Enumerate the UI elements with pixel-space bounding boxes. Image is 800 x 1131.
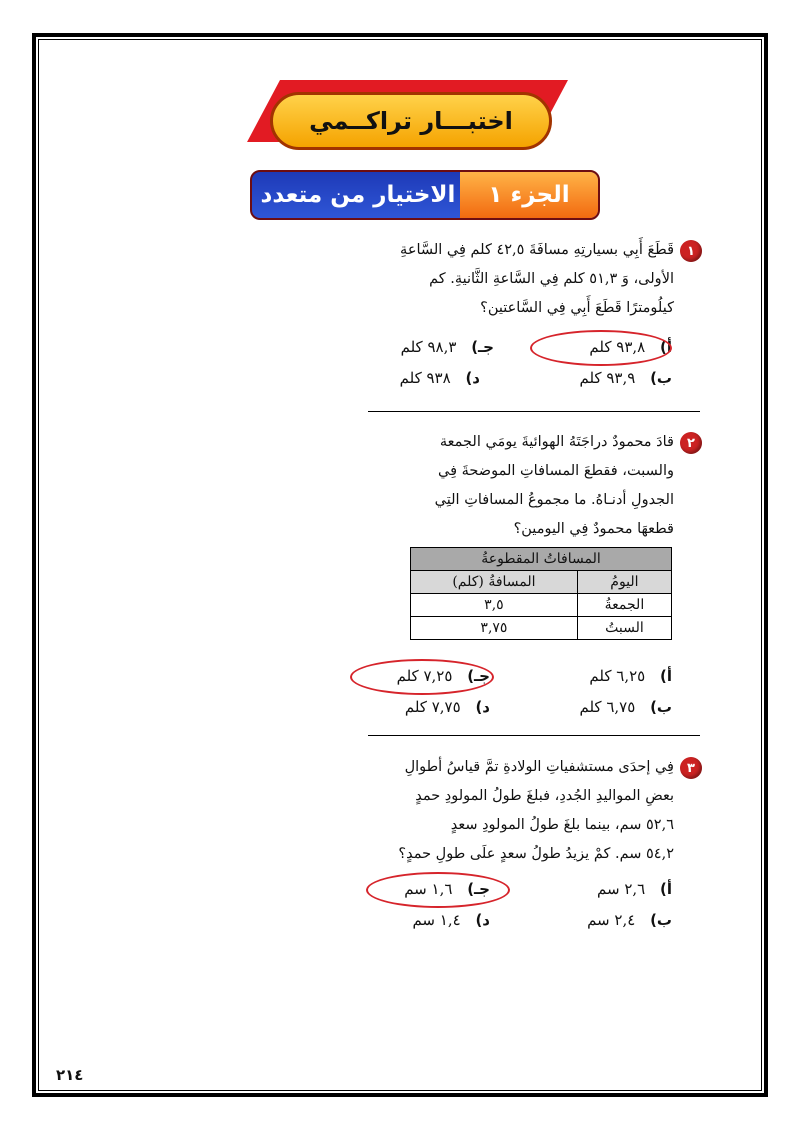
option-letter: ب) xyxy=(650,698,672,716)
table-row xyxy=(411,617,672,640)
table-cell: الجمعةُ xyxy=(577,594,671,617)
separator-line xyxy=(368,411,700,412)
option-text: ٩٣٨ كلم xyxy=(399,369,451,387)
option-letter: ب) xyxy=(650,369,672,387)
option-text: ١,٤ سم xyxy=(412,911,461,929)
q3-option-d[interactable] xyxy=(380,911,490,929)
q3-option-b[interactable] xyxy=(548,911,672,929)
option-text: ٢,٦ سم xyxy=(597,880,646,898)
part-number-label: الجزء ١ xyxy=(488,182,570,208)
question-text-line: قادَ محمودٌ دراجَتَهُ الهوائيةَ يومَي الجمعة xyxy=(439,434,674,450)
option-letter: جـ) xyxy=(467,667,490,685)
option-letter: أ) xyxy=(660,667,672,685)
q1-option-c[interactable] xyxy=(370,338,494,356)
question-text-line: كيلُومترًا قَطَعَ أَبِي فِي السَّاعتين؟ xyxy=(480,300,674,316)
question-1-text xyxy=(360,236,674,323)
part-banner xyxy=(250,170,600,220)
question-text-line: بعضِ المواليدِ الجُددِ، فبلغَ طولُ المولودِ حمدٍ xyxy=(415,788,674,804)
question-text-line: فِي إحدَى مستشفياتِ الولادةِ تمَّ قياسُ أطوالِ xyxy=(404,759,674,775)
question-text-line: ٥٤,٢ سم. كمْ يزيدُ طولُ سعدٍ علَى طولِ حمدٍ؟ xyxy=(398,846,674,862)
question-text-line: قطعهَا محمودٌ فِي اليومين؟ xyxy=(513,521,674,537)
option-text: ٩٣,٨ كلم xyxy=(589,338,646,356)
option-text: ٧,٧٥ كلم xyxy=(404,698,461,716)
option-letter: أ) xyxy=(660,880,672,898)
column-header-day: اليومُ xyxy=(577,571,671,594)
title-pill xyxy=(270,92,552,150)
page-number: ٢١٤ xyxy=(56,1066,84,1084)
table-caption: المسافاتُ المقطوعةُ xyxy=(411,548,672,571)
answer-circle xyxy=(366,872,510,908)
q1-option-b[interactable] xyxy=(548,369,672,387)
answer-circle xyxy=(530,330,672,366)
option-letter: أ) xyxy=(660,338,672,356)
answer-circle xyxy=(350,659,494,695)
option-letter: د) xyxy=(475,698,490,716)
option-letter: جـ) xyxy=(467,880,490,898)
page-title: اختبـــار تراكــمي xyxy=(309,107,513,135)
question-text-line: قَطَعَ أَبِي بسيارتِهِ مسافَةَ ٤٢,٥ كلم فِي السَّاعةِ xyxy=(400,242,674,258)
title-banner xyxy=(258,80,558,156)
q2-option-d[interactable] xyxy=(366,698,490,716)
table-header-row xyxy=(411,571,672,594)
separator-line xyxy=(368,735,700,736)
option-letter: د) xyxy=(465,369,480,387)
question-2-text xyxy=(364,428,674,544)
question-text-line: الجدولِ أدنـاهُ. ما مجموعُ المسافاتِ التِي xyxy=(434,492,674,508)
question-text-line: والسبت، فقطعَ المسافاتِ الموضحةَ فِي xyxy=(438,463,674,479)
option-text: ٩٨,٣ كلم xyxy=(400,338,457,356)
q1-option-d[interactable] xyxy=(370,369,480,387)
part-name-label: الاختيار من متعدد xyxy=(260,182,456,208)
question-text-line: الأولى، وَ ٥١,٣ كلم فِي السَّاعةِ الثَّانيةِ. كم xyxy=(429,271,674,287)
q2-option-b[interactable] xyxy=(548,698,672,716)
option-text: ٦,٢٥ كلم xyxy=(589,667,646,685)
table-cell: ٣,٥ xyxy=(411,594,578,617)
question-3-text xyxy=(360,753,674,869)
option-letter: ب) xyxy=(650,911,672,929)
question-number-badge: ٢ xyxy=(680,432,702,454)
column-header-distance: المسافةُ (كلم) xyxy=(411,571,578,594)
table-caption-row xyxy=(411,548,672,571)
option-letter: د) xyxy=(475,911,490,929)
question-number-badge: ١ xyxy=(680,240,702,262)
table-cell: السبتُ xyxy=(577,617,671,640)
option-text: ٢,٤ سم xyxy=(587,911,636,929)
question-number-badge: ٣ xyxy=(680,757,702,779)
q2-option-a[interactable] xyxy=(548,667,672,685)
q3-option-a[interactable] xyxy=(548,880,672,898)
table-cell: ٣,٧٥ xyxy=(411,617,578,640)
option-text: ٦,٧٥ كلم xyxy=(579,698,636,716)
option-text: ١,٦ سم xyxy=(404,880,453,898)
option-text: ٩٣,٩ كلم xyxy=(579,369,636,387)
option-letter: جـ) xyxy=(471,338,494,356)
question-text-line: ٥٢,٦ سم، بينما بلغَ طولُ المولودِ سعدٍ xyxy=(450,817,674,833)
table-row xyxy=(411,594,672,617)
distance-table xyxy=(410,547,672,640)
option-text: ٧,٢٥ كلم xyxy=(396,667,453,685)
